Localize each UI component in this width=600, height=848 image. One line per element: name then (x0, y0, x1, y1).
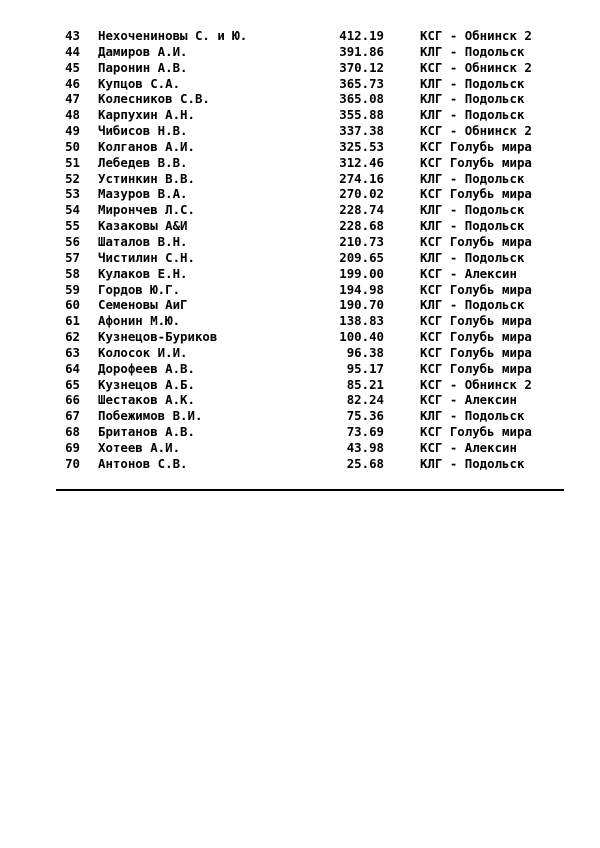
table-row (0, 456, 600, 472)
club-cell: КСГ Голубь мира (420, 329, 532, 345)
club-cell: КСГ - Алексин (420, 439, 517, 455)
score-cell: 270.02 (339, 186, 384, 202)
name-cell: Карпухин А.Н. (98, 107, 195, 123)
table-row (0, 297, 600, 313)
club-cell: КЛГ - Подольск (420, 408, 525, 424)
table-row (0, 28, 600, 44)
name-cell: Кузнецов-Буриков (98, 329, 218, 345)
score-cell: 100.40 (339, 329, 384, 345)
rank-cell: 48 (65, 107, 80, 123)
name-cell: Кузнецов А.Б. (98, 376, 195, 392)
name-cell: Дамиров А.И. (98, 43, 188, 59)
score-cell: 312.46 (339, 154, 384, 170)
table-row (0, 345, 600, 361)
score-cell: 228.74 (339, 202, 384, 218)
club-cell: КСГ Голубь мира (420, 154, 532, 170)
rank-cell: 46 (65, 75, 80, 91)
rank-cell: 53 (65, 186, 80, 202)
club-cell: КЛГ - Подольск (420, 91, 525, 107)
name-cell: Колесников С.В. (98, 91, 210, 107)
name-cell: Устинкин В.В. (98, 170, 195, 186)
table-row (0, 171, 600, 187)
name-cell: Хотеев А.И. (98, 439, 181, 455)
club-cell: КСГ Голубь мира (420, 313, 532, 329)
score-cell: 210.73 (339, 233, 384, 249)
score-cell: 337.38 (339, 123, 384, 139)
name-cell: Колганов А.И. (98, 138, 195, 154)
club-cell: КСГ Голубь мира (420, 186, 532, 202)
club-cell: КСГ - Алексин (420, 392, 517, 408)
score-cell: 190.70 (339, 297, 384, 313)
score-cell: 85.21 (346, 376, 384, 392)
name-cell: Шестаков А.К. (98, 392, 195, 408)
club-cell: КЛГ - Подольск (420, 43, 525, 59)
club-cell: КЛГ - Подольск (420, 297, 525, 313)
score-cell: 274.16 (339, 170, 384, 186)
rank-cell: 52 (65, 170, 80, 186)
table-row (0, 377, 600, 393)
score-cell: 228.68 (339, 218, 384, 234)
rank-cell: 63 (65, 344, 80, 360)
table-row (0, 392, 600, 408)
rank-cell: 51 (65, 154, 80, 170)
rank-cell: 47 (65, 91, 80, 107)
club-cell: КЛГ - Подольск (420, 218, 525, 234)
name-cell: Чистилин С.Н. (98, 249, 195, 265)
name-cell: Мирончев Л.С. (98, 202, 195, 218)
name-cell: Афонин М.Ю. (98, 313, 181, 329)
score-cell: 391.86 (339, 43, 384, 59)
score-cell: 370.12 (339, 59, 384, 75)
table-row (0, 91, 600, 107)
club-cell: КСГ Голубь мира (420, 233, 532, 249)
club-cell: КЛГ - Подольск (420, 249, 525, 265)
table-row (0, 155, 600, 171)
name-cell: Казаковы А&И (98, 218, 188, 234)
name-cell: Побежимов В.И. (98, 408, 203, 424)
table-row (0, 76, 600, 92)
table-row (0, 440, 600, 456)
name-cell: Шаталов В.Н. (98, 233, 188, 249)
rank-cell: 67 (65, 408, 80, 424)
score-cell: 365.08 (339, 91, 384, 107)
table-row (0, 44, 600, 60)
score-cell: 43.98 (346, 439, 384, 455)
score-cell: 199.00 (339, 265, 384, 281)
club-cell: КЛГ - Подольск (420, 75, 525, 91)
score-cell: 96.38 (346, 344, 384, 360)
rank-cell: 68 (65, 424, 80, 440)
name-cell: Купцов С.А. (98, 75, 181, 91)
club-cell: КЛГ - Подольск (420, 455, 525, 471)
club-cell: КСГ Голубь мира (420, 424, 532, 440)
table-row (0, 123, 600, 139)
rank-cell: 70 (65, 455, 80, 471)
score-cell: 194.98 (339, 281, 384, 297)
name-cell: Антонов С.В. (98, 455, 188, 471)
table-row (0, 139, 600, 155)
rank-cell: 56 (65, 233, 80, 249)
club-cell: КЛГ - Подольск (420, 202, 525, 218)
score-cell: 82.24 (346, 392, 384, 408)
table-row (0, 218, 600, 234)
rank-cell: 69 (65, 439, 80, 455)
bottom-rule (56, 489, 564, 491)
table-row (0, 282, 600, 298)
rank-cell: 59 (65, 281, 80, 297)
rank-cell: 54 (65, 202, 80, 218)
club-cell: КЛГ - Подольск (420, 107, 525, 123)
club-cell: КСГ Голубь мира (420, 360, 532, 376)
club-cell: КСГ Голубь мира (420, 281, 532, 297)
score-cell: 325.53 (339, 138, 384, 154)
score-cell: 25.68 (346, 455, 384, 471)
score-cell: 73.69 (346, 424, 384, 440)
rank-cell: 50 (65, 138, 80, 154)
club-cell: КСГ - Обнинск 2 (420, 28, 532, 43)
name-cell: Чибисов Н.В. (98, 123, 188, 139)
table-row (0, 361, 600, 377)
rank-cell: 55 (65, 218, 80, 234)
rank-cell: 62 (65, 329, 80, 345)
club-cell: КСГ - Алексин (420, 265, 517, 281)
table-row (0, 234, 600, 250)
score-cell: 365.73 (339, 75, 384, 91)
table-row (0, 408, 600, 424)
name-cell: Семеновы АиГ (98, 297, 188, 313)
table-row (0, 313, 600, 329)
name-cell: Паронин А.В. (98, 59, 188, 75)
club-cell: КСГ - Обнинск 2 (420, 123, 532, 139)
club-cell: КСГ Голубь мира (420, 344, 532, 360)
rank-cell: 60 (65, 297, 80, 313)
table-row (0, 60, 600, 76)
name-cell: Кулаков Е.Н. (98, 265, 188, 281)
rank-cell: 45 (65, 59, 80, 75)
club-cell: КЛГ - Подольск (420, 170, 525, 186)
name-cell: Дорофеев А.В. (98, 360, 195, 376)
score-cell: 75.36 (346, 408, 384, 424)
name-cell: Гордов Ю.Г. (98, 281, 181, 297)
rank-cell: 58 (65, 265, 80, 281)
club-cell: КСГ - Обнинск 2 (420, 376, 532, 392)
score-cell: 95.17 (346, 360, 384, 376)
table-row (0, 202, 600, 218)
table-row (0, 424, 600, 440)
table-row (0, 329, 600, 345)
rank-cell: 65 (65, 376, 80, 392)
club-cell: КСГ Голубь мира (420, 138, 532, 154)
results-table (0, 28, 600, 472)
table-row (0, 186, 600, 202)
rank-cell: 64 (65, 360, 80, 376)
rank-cell: 44 (65, 43, 80, 59)
score-cell: 412.19 (339, 28, 384, 43)
rank-cell: 43 (65, 28, 80, 43)
rank-cell: 49 (65, 123, 80, 139)
table-row (0, 107, 600, 123)
score-cell: 355.88 (339, 107, 384, 123)
club-cell: КСГ - Обнинск 2 (420, 59, 532, 75)
score-cell: 138.83 (339, 313, 384, 329)
score-cell: 209.65 (339, 249, 384, 265)
name-cell: Лебедев В.В. (98, 154, 188, 170)
name-cell: Британов А.В. (98, 424, 195, 440)
name-cell: Нехочениновы С. и Ю. (98, 28, 248, 43)
rank-cell: 61 (65, 313, 80, 329)
name-cell: Мазуров В.А. (98, 186, 188, 202)
rank-cell: 57 (65, 249, 80, 265)
table-row (0, 250, 600, 266)
table-row (0, 266, 600, 282)
name-cell: Колосок И.И. (98, 344, 188, 360)
rank-cell: 66 (65, 392, 80, 408)
